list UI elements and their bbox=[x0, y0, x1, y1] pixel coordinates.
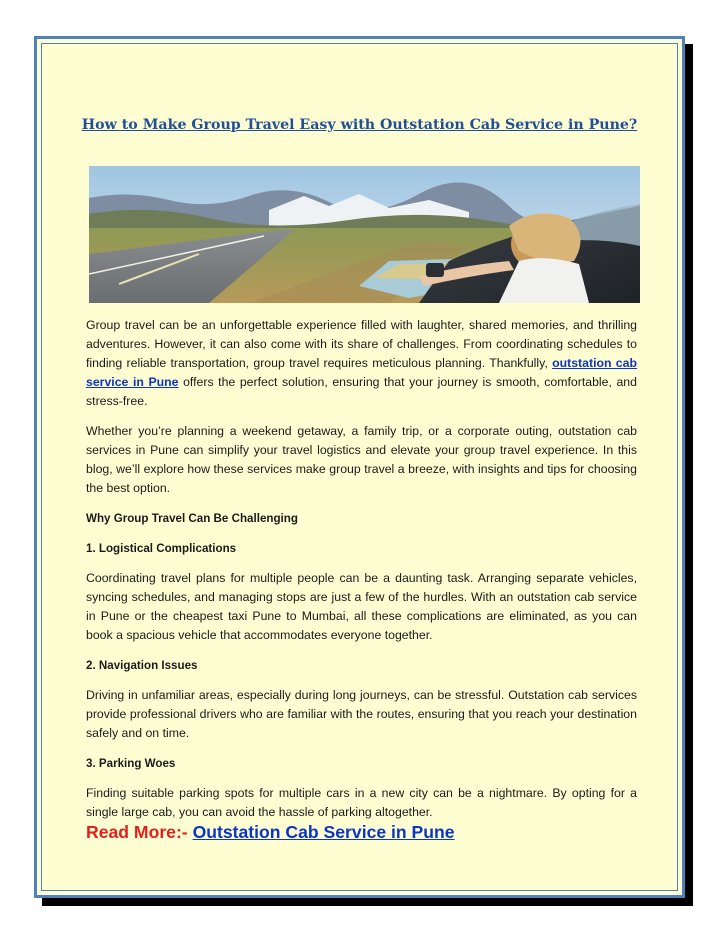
subsection-body: Coordinating travel plans for multiple people can be a daunting task. Arranging separate vehicles, syncing schedules, and managing stops are just a few of the hurdles. With an outstation cab service in Pune or the cheapest taxi Pune to Mumbai, all these complications are eliminated, as you can book a spacious vehicle that accommodates everyone together. bbox=[86, 571, 637, 642]
section-heading: Why Group Travel Can Be Challenging bbox=[86, 512, 298, 525]
intro-text: Group travel can be an unforgettable experience filled with laughter, shared memories, and thrilling adventures. However, it can also come with its share of challenges. From coordinating schedules to finding reliable transportation, group travel requires meticulous planning. Thankfully, bbox=[86, 318, 637, 370]
subsection-body: Driving in unfamiliar areas, especially during long journeys, can be stressful. Outstation cab services provide professional drivers who are familiar with the routes, ensuring that you reach your destination safely and on time. bbox=[86, 688, 637, 740]
document-page bbox=[34, 36, 685, 898]
subsection-heading: 1. Logistical Complications bbox=[86, 542, 237, 555]
road-trip-photo bbox=[89, 166, 640, 303]
intro-text-end: offers the perfect solution, ensuring that your journey is smooth, comfortable, and stress-free. bbox=[86, 375, 637, 408]
intro-paragraph bbox=[86, 316, 637, 411]
article-body bbox=[86, 316, 637, 833]
paragraph: Whether you’re planning a weekend getaway, a family trip, or a corporate outing, outstation cab services in Pune can simplify your travel logistics and elevate your group travel experience. In this blog, we’ll explore how these services make group travel a breeze, with insights and tips for choosing the best option. bbox=[86, 424, 637, 495]
read-more bbox=[86, 822, 455, 843]
article-title: How to Make Group Travel Easy with Outstation Cab Service in Pune? bbox=[81, 117, 638, 133]
outstation-cab-link[interactable]: outstation cab service in Pune bbox=[86, 356, 638, 389]
subsection-body: Finding suitable parking spots for multiple cars in a new city can be a nightmare. By opting for a single large cab, you can avoid the hassle of parking altogether. bbox=[86, 786, 637, 819]
read-more-label: Read More:- bbox=[86, 822, 188, 842]
subsection-heading: 3. Parking Woes bbox=[86, 757, 176, 770]
read-more-link[interactable]: Outstation Cab Service in Pune bbox=[192, 822, 455, 842]
subsection-heading: 2. Navigation Issues bbox=[86, 659, 198, 672]
